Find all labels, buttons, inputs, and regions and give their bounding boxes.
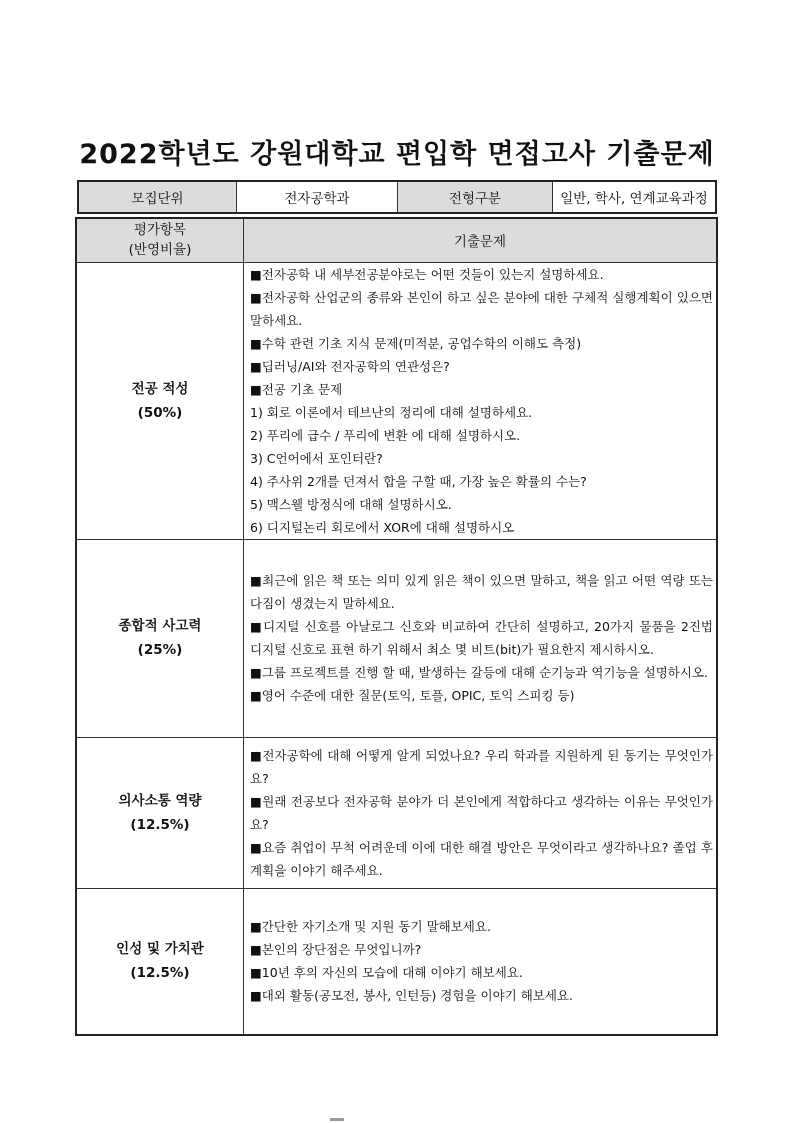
section-row-communication	[76, 737, 717, 888]
section-name: 의사소통 역량	[118, 792, 202, 809]
section-ratio: (12.5%)	[130, 816, 190, 833]
question-item: ■디지털 신호를 아날로그 신호와 비교하여 간단히 설명하고, 20가지 물품을 2진법 디지털 신호로 표현 하기 위해서 최소 몇 비트(bit)가 필요한지 제시하시오.	[250, 619, 713, 657]
section-questions	[244, 262, 718, 539]
question-item: 1) 회로 이론에서 테브난의 정리에 대해 설명하세요.	[250, 404, 533, 420]
section-ratio: (12.5%)	[130, 965, 190, 982]
question-item: ■전자공학에 대해 어떻게 알게 되었나요? 우리 학과를 지원하게 된 동기는 무엇인가요?	[250, 747, 713, 786]
section-ratio: (50%)	[137, 404, 183, 421]
question-item: ■최근에 읽은 책 또는 의미 있게 읽은 책이 있으면 말하고, 책을 읽고 어떤 역량 또는 다짐이 생겼는지 말하세요.	[250, 573, 713, 611]
question-item: ■본인의 장단점은 무엇입니까?	[250, 942, 422, 958]
info-row	[78, 181, 716, 213]
question-item: 3) C언어에서 포인터란?	[250, 450, 383, 466]
question-item: ■그룹 프로젝트를 진행 할 때, 발생하는 갈등에 대해 순기능과 역기능을 설명하시오.	[250, 665, 708, 680]
section-name: 종합적 사고력	[118, 618, 202, 634]
type-label: 전형구분	[398, 181, 553, 213]
page-title: 2022학년도 강원대학교 편입학 면접고사 기출문제	[79, 139, 715, 170]
header-eval-line1: 평가항목	[133, 222, 187, 239]
section-row-major	[76, 262, 717, 539]
section-name: 인성 및 가치관	[116, 941, 204, 958]
question-item: ■대외 활동(공모전, 봉사, 인턴등) 경험을 이야기 해보세요.	[250, 988, 573, 1004]
section-category	[76, 737, 244, 888]
section-row-thinking	[76, 539, 717, 737]
question-item: ■전자공학 산업군의 종류와 본인이 하고 싶은 분야에 대한 구체적 실행계획이 있으면 말하세요.	[250, 289, 713, 328]
info-table	[77, 180, 717, 214]
question-item: 6) 디지털논리 회로에서 XOR에 대해 설명하시오	[250, 519, 515, 535]
question-item: ■간단한 자기소개 및 지원 동기 말해보세요.	[250, 919, 491, 935]
section-questions	[244, 737, 718, 888]
question-item: ■수학 관련 기초 지식 문제(미적분, 공업수학의 이해도 측정)	[250, 335, 582, 351]
question-item: ■10년 후의 자신의 모습에 대해 이야기 해보세요.	[250, 965, 523, 981]
questions-table	[75, 217, 718, 1036]
header-eval-line2: (반영비율)	[128, 242, 192, 259]
question-item: ■요즘 취업이 무척 어려운데 이에 대한 해결 방안은 무엇이라고 생각하나요? 졸업 후 계획을 이야기 해주세요.	[250, 839, 713, 878]
unit-value: 전자공학과	[237, 181, 398, 213]
scan-mark	[330, 1118, 344, 1121]
unit-label: 모집단위	[78, 181, 237, 213]
question-item: ■영어 수준에 대한 질문(토익, 토플, OPIC, 토익 스피킹 등)	[250, 688, 575, 703]
header-questions: 기출문제	[244, 218, 718, 262]
section-category	[76, 888, 244, 1035]
section-name: 전공 적성	[131, 380, 189, 397]
question-item: 5) 맥스웰 방정식에 대해 설명하시오.	[250, 496, 452, 512]
question-item: ■딥러닝/AI와 전자공학의 연관성은?	[250, 358, 450, 374]
header-eval	[76, 218, 244, 262]
section-category	[76, 262, 244, 539]
question-item: ■전자공학 내 세부전공분야로는 어떤 것들이 있는지 설명하세요.	[250, 266, 604, 282]
question-item: ■전공 기초 문제	[250, 381, 343, 397]
section-questions	[244, 888, 718, 1035]
question-item: 2) 푸리에 급수 / 푸리에 변환 에 대해 설명하시오.	[250, 427, 521, 443]
section-questions	[244, 539, 718, 737]
section-ratio: (25%)	[137, 642, 183, 658]
type-value: 일반, 학사, 연계교육과정	[553, 181, 717, 213]
table-header-row	[76, 218, 717, 262]
section-category	[76, 539, 244, 737]
section-row-character	[76, 888, 717, 1035]
question-item: ■원래 전공보다 전자공학 분야가 더 본인에게 적합하다고 생각하는 이유는 무엇인가요?	[250, 793, 713, 832]
question-item: 4) 주사위 2개를 던져서 합을 구할 때, 가장 높은 확률의 수는?	[250, 473, 587, 489]
